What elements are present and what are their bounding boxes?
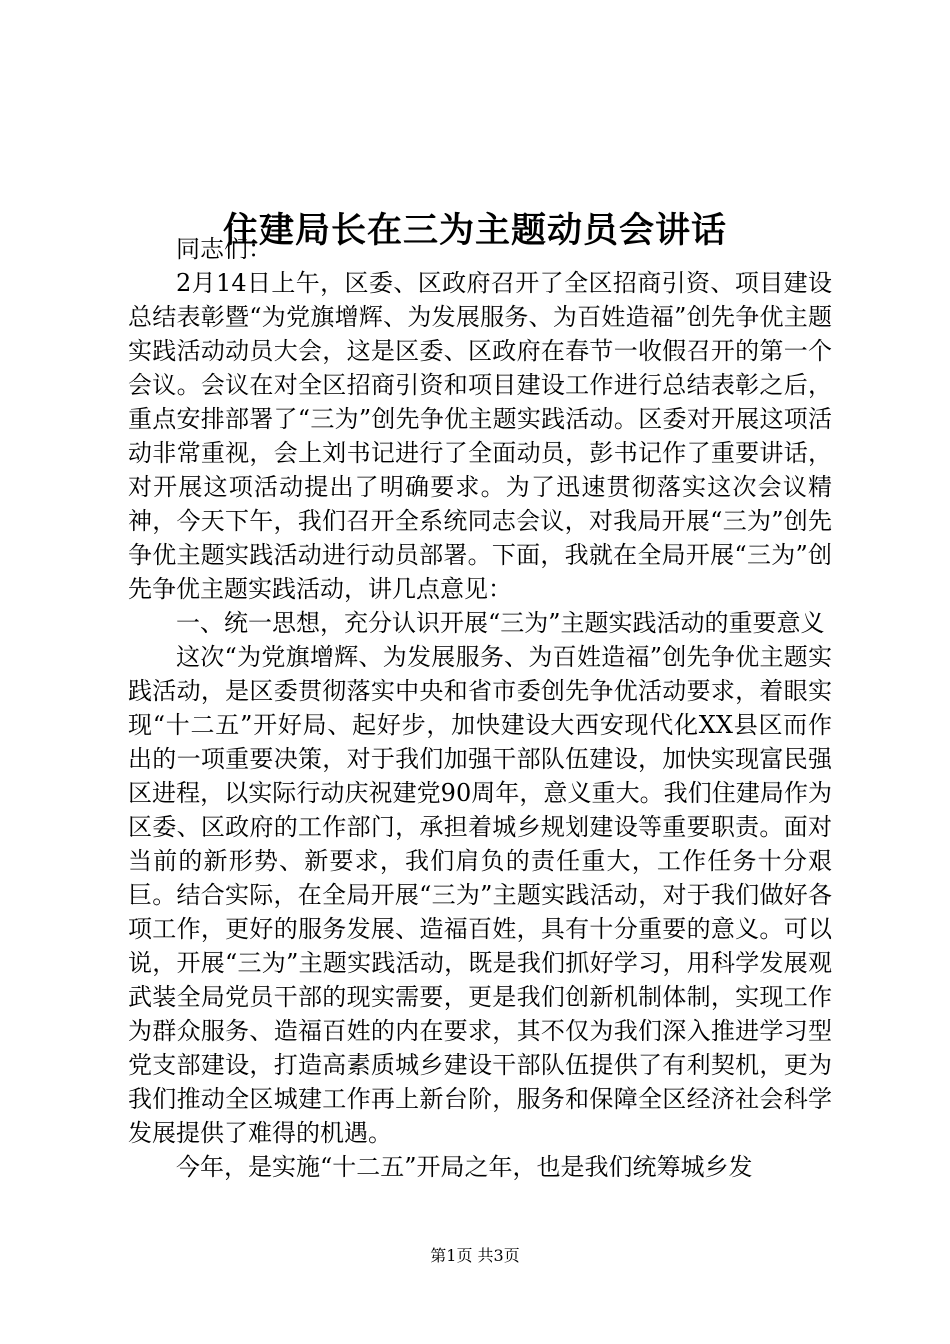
salutation-paragraph: 同志们： [176, 235, 272, 263]
page-number-footer: 第1页 共3页 [430, 1246, 520, 1265]
section-heading: 一、统一思想，充分认识开展“三为”主题实践活动的重要意义 [176, 609, 825, 637]
body-paragraph: 这次“为党旗增辉、为发展服务、为百姓造福”创先争优主题实践活动，是区委贯彻落实中央和省市委创先争优活动要求，着眼实现“十二五”开好局、起好步，加快建设大西安现代化XX县区而作出的一项重要决策，对于我们加强干部队伍建设，加快实现富民强区进程，以实际行动庆祝建党90周年，意义重大。我们住建局作为区委、区政府的工作部门，承担着城乡规划建设等重要职责。面对当前的新形势、新要求，我们肩负的责任重大，工作任务十分艰巨。结合实际，在全局开展“三为”主题实践活动，对于我们做好各项工作，更好的服务发展、造福百姓，具有十分重要的意义。可以说，开展“三为”主题实践活动，既是我们抓好学习，用科学发展观武装全局党员干部的现实需要，更是我们创新机制体制，实现工作为群众服务、造福百姓的内在要求，其不仅为我们深入推进学习型党支部建设，打造高素质城乡建设干部队伍提供了有利契机，更为我们推动全区城建工作再上新台阶，服务和保障全区经济社会科学发展提供了难得的机遇。 [128, 643, 832, 1147]
document-title: 住建局长在三为主题动员会讲话 [222, 210, 727, 252]
body-paragraph: 2月14日上午，区委、区政府召开了全区招商引资、项目建设总结表彰暨“为党旗增辉、为发展服务、为百姓造福”创先争优主题实践活动动员大会，这是区委、区政府在春节一收假召开的第一个会议。会议在对全区招商引资和项目建设工作进行总结表彰之后，重点安排部署了“三为”创先争优主题实践活动。区委对开展这项活动非常重视，会上刘书记进行了全面动员，彭书记作了重要讲话，对开展这项活动提出了明确要求。为了迅速贯彻落实这次会议精神，今天下午，我们召开全系统同志会议，对我局开展“三为”创先争优主题实践活动进行动员部署。下面，我就在全局开展“三为”创先争优主题实践活动，讲几点意见： [128, 269, 832, 603]
body-paragraph: 今年，是实施“十二五”开局之年，也是我们统筹城乡发 [176, 1153, 753, 1181]
document-body [128, 232, 832, 1184]
